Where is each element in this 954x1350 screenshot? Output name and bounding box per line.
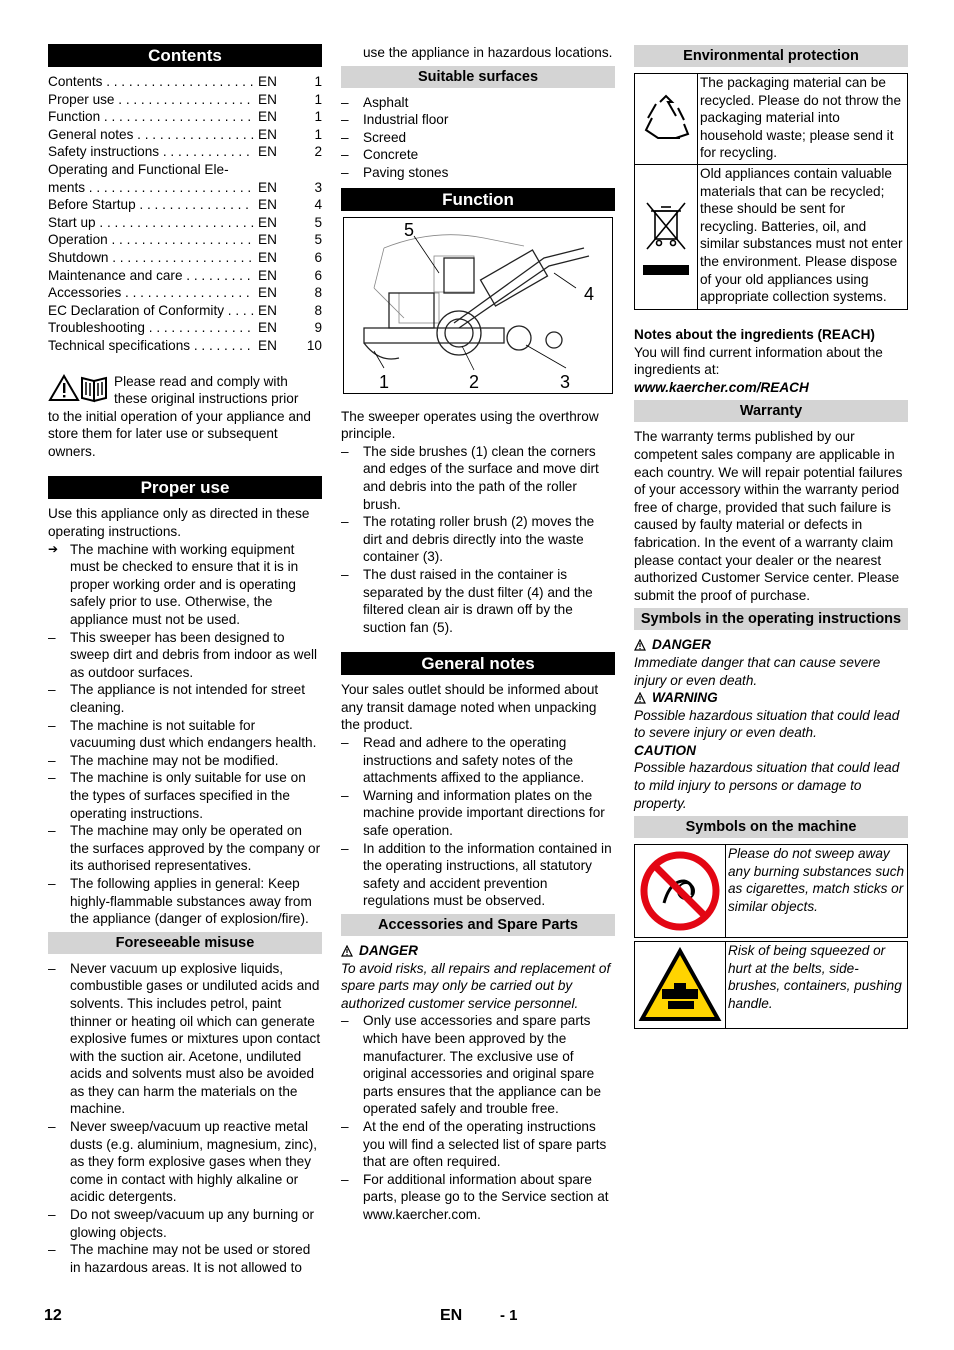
warranty-heading: Warranty — [634, 400, 908, 422]
toc-lang: EN — [258, 285, 277, 301]
misuse-continued: use the appliance in hazardous locations. — [363, 45, 613, 60]
machine-symbol-text-1: Please do not sweep away any burning substances such as cigarettes, match sticks or similar objects. — [728, 846, 905, 915]
danger-label: DANGER — [652, 637, 711, 653]
toc-title: General notes . . . — [48, 126, 254, 144]
toc-page: 1 — [314, 74, 322, 89]
toc-page: 1 — [314, 109, 322, 125]
toc-row — [48, 108, 322, 126]
toc-page: 6 — [314, 249, 322, 265]
no-burning-objects-icon — [635, 845, 726, 937]
toc-lang: EN — [258, 337, 277, 353]
warning-triangle-icon — [634, 692, 646, 704]
figure-label-3: 3 — [560, 371, 571, 392]
proper-use-item: – The following applies in general: Keep highly-flammable substances away from the appliance (danger of explosion/fire). — [48, 875, 322, 928]
toc-page: 8 — [314, 302, 322, 318]
toc-page: 5 — [314, 232, 322, 248]
figure-label-1: 1 — [379, 371, 390, 392]
env-recycle-row — [634, 73, 908, 165]
proper-use-intro: Use this appliance only as directed in these operating instructions. — [48, 506, 310, 540]
proper-use-item: – The machine is not suitable for vacuuming dust which endangers health. — [48, 717, 322, 752]
proper-use-heading: Proper use — [48, 476, 322, 499]
toc-lang: EN — [258, 249, 277, 265]
toc-title: Operation . . . — [48, 231, 254, 249]
toc-lang: EN — [258, 267, 277, 283]
read-notice-line1: Please read and comply with — [114, 373, 288, 389]
surfaces-heading: Suitable surfaces — [341, 66, 615, 88]
function-item: – The dust raised in the container is separated by the dust filter (4) and the filtered clean air is drawn off by the suction fan (5). — [341, 566, 615, 636]
toc-title: Before Startup . . . — [48, 196, 254, 214]
reach-heading: Notes about the ingredients (REACH) — [634, 327, 875, 342]
toc-title: EC Declaration of Conformity . . . — [48, 302, 254, 320]
toc-row — [48, 249, 322, 267]
column-left — [48, 44, 322, 1276]
toc-row — [48, 284, 322, 302]
toc-page: 9 — [314, 320, 322, 336]
toc-title: Function . . . — [48, 108, 254, 126]
misuse-list — [48, 960, 322, 1277]
function-intro: The sweeper operates using the overthrow principle. — [341, 408, 599, 442]
accessories-item: – For additional information about spare parts, please go to the Service section at www.kaercher.com. — [341, 1171, 615, 1224]
proper-use-item: – The machine may not be modified. — [48, 752, 322, 770]
surfaces-list — [341, 94, 615, 182]
toc-lang: EN — [258, 91, 277, 107]
read-notice-line3: to the initial operation of your appliance and store them for later use or subsequent owners. — [48, 408, 311, 459]
toc-title: Safety instructions . . . — [48, 143, 254, 161]
toc-title: Troubleshooting . . . — [48, 319, 254, 337]
env-weee-text: Old appliances contain valuable materials that can be recycled; these should be sent for recycling. Batteries, oil, and similar substances must not enter the environment. Please dispose of your old appliances using appropriate collection systems. — [700, 166, 903, 305]
toc-title: Maintenance and care . . . — [48, 267, 254, 285]
toc-lang: EN — [258, 197, 277, 213]
toc-title: Shutdown . . . — [48, 249, 254, 267]
proper-use-check: ➔ The machine with working equipment must be checked to ensure that it is in proper working order and is operating safely prior to use. Otherwise, the appliance must not be used. — [48, 541, 322, 629]
danger-label: DANGER — [359, 943, 418, 958]
read-notice-line2: these original instructions prior — [114, 391, 299, 407]
recycle-icon — [635, 74, 698, 164]
misuse-heading: Foreseeable misuse — [48, 932, 322, 954]
toc-row — [48, 267, 322, 285]
toc-title: Operating and Functional Ele- — [48, 161, 229, 177]
sweeper-illustration — [344, 218, 612, 393]
page-number: 12 — [44, 1307, 62, 1324]
surface-item: – Screed — [341, 129, 615, 147]
proper-use-item: – The machine is only suitable for use on the types of surfaces specified in the operating instructions. — [48, 769, 322, 822]
env-heading: Environmental protection — [634, 45, 908, 67]
footer-lang: EN — [440, 1307, 463, 1324]
function-item: – The side brushes (1) clean the corners and edges of the surface and move dirt and debris into the path of the roller brush. — [341, 443, 615, 513]
function-list — [341, 443, 615, 637]
surface-item: – Paving stones — [341, 164, 615, 182]
toc-row — [48, 214, 322, 232]
toc-page: 2 — [314, 144, 322, 160]
reach-text: You will find current information about the ingredients at: — [634, 344, 883, 378]
figure-label-5: 5 — [404, 219, 415, 240]
general-note-item: – In addition to the information contained in the operating instructions, all statutory safety and accident prevention regulations must be observed. — [341, 840, 615, 910]
toc-title: Start up . . . — [48, 214, 254, 232]
toc-lang: EN — [258, 74, 277, 89]
machine-symbols-heading: Symbols on the machine — [634, 816, 908, 838]
sweeper-figure — [343, 217, 613, 394]
toc-title: Proper use . . . — [48, 91, 254, 109]
accessories-danger-text: To avoid risks, all repairs and replacement of spare parts may only be carried out by authorized customer service personnel. — [341, 960, 611, 1011]
misuse-item: – Never sweep/vacuum up reactive metal dusts (e.g. aluminium, magnesium, zinc), as they form explosive gases when they come in contact with highly alkaline or acidic detergents. — [48, 1118, 322, 1206]
column-middle — [341, 44, 615, 1224]
figure-label-2: 2 — [469, 371, 480, 392]
misuse-item: – Do not sweep/vacuum up any burning or glowing objects. — [48, 1206, 322, 1241]
read-notice — [48, 373, 322, 461]
function-heading: Function — [341, 188, 615, 211]
proper-use-item: – The machine may only be operated on the surfaces approved by the company or its authorised representatives. — [48, 822, 322, 875]
warning-triangle-icon — [341, 945, 353, 957]
toc-page: 1 — [314, 91, 322, 107]
footer-page-marker: - 1 — [500, 1307, 518, 1324]
toc-lang: EN — [258, 126, 277, 142]
toc-row — [48, 91, 322, 109]
misuse-item: – The machine may not be used or stored in hazardous areas. It is not allowed to — [48, 1241, 322, 1276]
machine-symbol-row-2 — [634, 941, 908, 1029]
toc-page: 5 — [314, 214, 322, 230]
general-notes-heading: General notes — [341, 652, 615, 675]
toc-title: Accessories . . . — [48, 284, 254, 302]
caution-label: CAUTION — [634, 742, 696, 758]
toc-page: 3 — [314, 179, 322, 195]
toc-lang: EN — [258, 179, 277, 195]
column-right — [634, 44, 908, 1029]
general-list — [341, 734, 615, 910]
misuse-item: – Never vacuum up explosive liquids, combustible gases or undiluted acids and solvents. This includes petrol, paint thinner or heating oil which can generate explosive fumes or mixtures upon contact with the suction air. Acetone, undiluted acids and solvents must also be avoided as they can harm the materials on the machine. — [48, 960, 322, 1118]
general-intro: Your sales outlet should be informed about any transit damage noted when unpacking the product. — [341, 682, 599, 733]
general-note-item: – Warning and information plates on the machine provide important directions for safe operation. — [341, 787, 615, 840]
accessories-heading: Accessories and Spare Parts — [341, 914, 615, 936]
toc-page: 6 — [314, 267, 322, 283]
symbols-heading: Symbols in the operating instructions — [634, 608, 908, 630]
figure-label-4: 4 — [584, 283, 595, 304]
toc-title: ments . . . — [48, 179, 254, 197]
proper-use-list — [48, 629, 322, 928]
warning-text: Possible hazardous situation that could lead to severe injury or even death. — [634, 707, 900, 741]
warranty-text: The warranty terms published by our competent sales company are applicable in each country. We will repair potential failures of your accessory within the warranty period free of charge, provided that such failure is caused by faulty material or defects in fabrication. In the event of a warranty claim please contact your dealer or the nearest authorized Customer Service center. Please submit the proof of purchase. — [634, 429, 903, 603]
toc-page: 10 — [306, 337, 322, 353]
warning-manual-icon — [48, 373, 114, 408]
accessories-list — [341, 1012, 615, 1223]
warning-label: WARNING — [652, 690, 718, 706]
toc-page: 4 — [314, 197, 322, 213]
surface-item: – Industrial floor — [341, 111, 615, 129]
reach-link[interactable]: www.kaercher.com/REACH — [634, 379, 809, 395]
proper-use-item: – This sweeper has been designed to sweep dirt and debris from indoor as well as outdoor surfaces. — [48, 629, 322, 682]
warning-symbol-line — [634, 689, 908, 707]
toc-row — [48, 302, 322, 320]
toc-row — [48, 179, 322, 197]
toc-row — [48, 73, 322, 91]
danger-text: Immediate danger that can cause severe injury or even death. — [634, 654, 881, 688]
caution-text: Possible hazardous situation that could lead to mild injury to persons or damage to property. — [634, 760, 900, 811]
toc-title: Contents . . . — [48, 73, 254, 91]
toc-lang: EN — [258, 302, 277, 318]
toc-row — [48, 337, 322, 355]
table-of-contents — [48, 73, 322, 355]
env-recycle-text: The packaging material can be recycled. Please do not throw the packaging material into household waste; please send it for recycling. — [700, 75, 901, 161]
toc-lang: EN — [258, 144, 277, 160]
general-note-item: – Read and adhere to the operating instructions and safety notes of the attachments affixed to the appliance. — [341, 734, 615, 787]
env-weee-row — [634, 165, 908, 310]
toc-row — [48, 143, 322, 161]
surface-item: – Concrete — [341, 146, 615, 164]
accessories-item: – Only use accessories and spare parts which have been approved by the manufacturer. The exclusive use of original accessories and original spare parts ensures that the appliance can be operated safely and trouble free. — [341, 1012, 615, 1118]
toc-page: 8 — [314, 285, 322, 301]
toc-title: Technical specifications . . . — [48, 337, 254, 355]
accessories-item: – At the end of the operating instructions you will find a selected list of spare parts that are often required. — [341, 1118, 615, 1171]
toc-lang: EN — [258, 232, 277, 248]
toc-row — [48, 196, 322, 214]
machine-symbol-row-1 — [634, 844, 908, 938]
toc-lang: EN — [258, 320, 277, 336]
danger-line — [341, 942, 615, 960]
function-item: – The rotating roller brush (2) moves the dirt and debris directly into the waste container (3). — [341, 513, 615, 566]
toc-lang: EN — [258, 214, 277, 230]
toc-page — [300, 161, 322, 179]
danger-symbol-line — [634, 636, 908, 654]
toc-row — [48, 126, 322, 144]
proper-use-item: – The appliance is not intended for street cleaning. — [48, 681, 322, 716]
surface-item: – Asphalt — [341, 94, 615, 112]
toc-lang — [254, 161, 300, 179]
toc-row — [48, 161, 322, 179]
toc-row — [48, 319, 322, 337]
toc-page: 1 — [314, 126, 322, 142]
contents-heading: Contents — [48, 44, 322, 67]
crossed-bin-icon — [635, 165, 698, 309]
warning-triangle-icon — [634, 639, 646, 651]
toc-lang: EN — [258, 109, 277, 125]
crush-hazard-icon — [635, 942, 726, 1028]
toc-row — [48, 231, 322, 249]
machine-symbol-text-2: Risk of being squeezed or hurt at the belts, side-brushes, containers, pushing handle. — [728, 943, 902, 1012]
